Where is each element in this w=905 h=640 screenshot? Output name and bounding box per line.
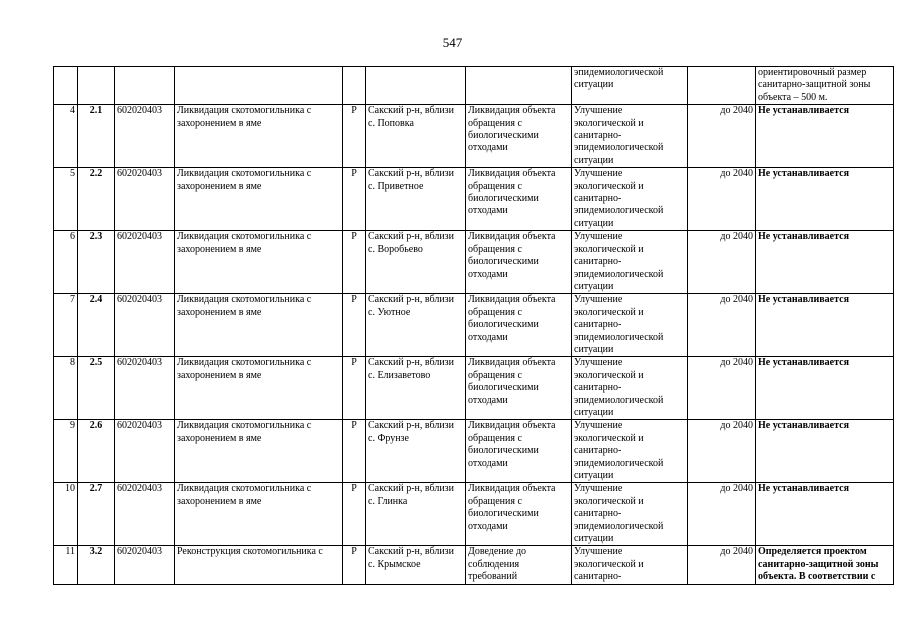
cell-significance: Р	[343, 357, 366, 420]
cell-goal: Улучшение экологической и санитарно-эпидемиологической ситуации	[572, 294, 688, 357]
cell-object-type: Ликвидация скотомогильника с захоронением в яме	[175, 483, 343, 546]
cell-purpose: Ликвидация объекта обращения с биологическими отходами	[466, 357, 572, 420]
cell-okpd-code: 602020403	[115, 231, 175, 294]
cell-zone: Не устанавливается	[756, 168, 894, 231]
cell-row-number: 5	[54, 168, 78, 231]
cell-object-type: Ликвидация скотомогильника с захоронением в яме	[175, 357, 343, 420]
table-row	[54, 231, 894, 294]
cell-object-type: Ликвидация скотомогильника с захоронением в яме	[175, 420, 343, 483]
table-row-continued	[54, 67, 894, 105]
cell-empty	[54, 67, 78, 105]
cell-goal: Улучшение экологической и санитарно-эпидемиологической ситуации	[572, 483, 688, 546]
cell-deadline: до 2040	[688, 483, 756, 546]
cell-zone: Не устанавливается	[756, 105, 894, 168]
table-row	[54, 420, 894, 483]
cell-empty	[175, 67, 343, 105]
cell-code: 2.3	[78, 231, 115, 294]
cell-purpose: Ликвидация объекта обращения с биологическими отходами	[466, 483, 572, 546]
cell-zone: Не устанавливается	[756, 357, 894, 420]
cell-empty	[115, 67, 175, 105]
cell-okpd-code: 602020403	[115, 420, 175, 483]
cell-significance: Р	[343, 546, 366, 584]
cell-okpd-code: 602020403	[115, 357, 175, 420]
cell-location: Сакский р-н, вблизи с. Поповка	[366, 105, 466, 168]
cell-purpose: Ликвидация объекта обращения с биологическими отходами	[466, 231, 572, 294]
table-row	[54, 546, 894, 584]
table-row	[54, 168, 894, 231]
cell-goal: Улучшение экологической и санитарно-эпидемиологической ситуации	[572, 357, 688, 420]
cell-purpose: Ликвидация объекта обращения с биологическими отходами	[466, 294, 572, 357]
cell-deadline: до 2040	[688, 231, 756, 294]
cell-location: Сакский р-н, вблизи с. Фрунзе	[366, 420, 466, 483]
cell-code: 2.5	[78, 357, 115, 420]
cell-code: 3.2	[78, 546, 115, 584]
cell-okpd-code: 602020403	[115, 483, 175, 546]
cell-zone: Не устанавливается	[756, 294, 894, 357]
cell-zone: Определяется проектом санитарно-защитной зоны объекта. В соответствии с	[756, 546, 894, 584]
cell-deadline: до 2040	[688, 420, 756, 483]
table-row	[54, 483, 894, 546]
cell-deadline: до 2040	[688, 357, 756, 420]
cell-location: Сакский р-н, вблизи с. Воробьево	[366, 231, 466, 294]
cell-code: 2.6	[78, 420, 115, 483]
cell-code: 2.4	[78, 294, 115, 357]
cell-significance: Р	[343, 420, 366, 483]
cell-deadline: до 2040	[688, 294, 756, 357]
cell-significance: Р	[343, 105, 366, 168]
table-row	[54, 105, 894, 168]
cell-goal: Улучшение экологической и санитарно-эпидемиологической ситуации	[572, 231, 688, 294]
cell-purpose: Ликвидация объекта обращения с биологическими отходами	[466, 105, 572, 168]
cell-row-number: 8	[54, 357, 78, 420]
cell-goal: Улучшение экологической и санитарно-эпидемиологической ситуации	[572, 420, 688, 483]
cell-location: Сакский р-н, вблизи с. Приветное	[366, 168, 466, 231]
cell-okpd-code: 602020403	[115, 294, 175, 357]
cell-object-type: Ликвидация скотомогильника с захоронением в яме	[175, 294, 343, 357]
cell-row-number: 6	[54, 231, 78, 294]
cell-purpose: Ликвидация объекта обращения с биологическими отходами	[466, 420, 572, 483]
cell-okpd-code: 602020403	[115, 168, 175, 231]
cell-zone: Не устанавливается	[756, 483, 894, 546]
cell-object-type: Ликвидация скотомогильника с захоронением в яме	[175, 105, 343, 168]
cell-okpd-code: 602020403	[115, 546, 175, 584]
cell-location: Сакский р-н, вблизи с. Крымское	[366, 546, 466, 584]
cell-object-type: Ликвидация скотомогильника с захоронением в яме	[175, 168, 343, 231]
cell-goal: Улучшение экологической и санитарно-эпидемиологической ситуации	[572, 168, 688, 231]
cell-okpd-code: 602020403	[115, 105, 175, 168]
cell-code: 2.2	[78, 168, 115, 231]
cell-deadline: до 2040	[688, 546, 756, 584]
cell-location: Сакский р-н, вблизи с. Елизаветово	[366, 357, 466, 420]
cell-significance: Р	[343, 231, 366, 294]
cell-code: 2.1	[78, 105, 115, 168]
objects-table	[53, 66, 894, 585]
cell-zone: Не устанавливается	[756, 231, 894, 294]
cell-empty	[366, 67, 466, 105]
cell-object-type: Ликвидация скотомогильника с захоронением в яме	[175, 231, 343, 294]
cell-purpose: Доведение до соблюдения требований	[466, 546, 572, 584]
cell-row-number: 11	[54, 546, 78, 584]
cell-goal: эпидемиологической ситуации	[572, 67, 688, 105]
cell-goal: Улучшение экологической и санитарно-	[572, 546, 688, 584]
cell-deadline: до 2040	[688, 168, 756, 231]
cell-row-number: 10	[54, 483, 78, 546]
cell-significance: Р	[343, 483, 366, 546]
table-row	[54, 294, 894, 357]
cell-significance: Р	[343, 294, 366, 357]
cell-row-number: 9	[54, 420, 78, 483]
page-number: 547	[442, 35, 463, 50]
cell-significance: Р	[343, 168, 366, 231]
cell-row-number: 4	[54, 105, 78, 168]
table-body	[54, 67, 894, 585]
cell-code: 2.7	[78, 483, 115, 546]
cell-empty	[343, 67, 366, 105]
cell-zone: Не устанавливается	[756, 420, 894, 483]
cell-empty	[466, 67, 572, 105]
cell-empty	[688, 67, 756, 105]
cell-location: Сакский р-н, вблизи с. Уютное	[366, 294, 466, 357]
cell-object-type: Реконструкция скотомогильника с	[175, 546, 343, 584]
table-row	[54, 357, 894, 420]
cell-deadline: до 2040	[688, 105, 756, 168]
cell-row-number: 7	[54, 294, 78, 357]
cell-zone: ориентировочный размер санитарно-защитной зоны объекта – 500 м.	[756, 67, 894, 105]
cell-purpose: Ликвидация объекта обращения с биологическими отходами	[466, 168, 572, 231]
cell-goal: Улучшение экологической и санитарно-эпидемиологической ситуации	[572, 105, 688, 168]
cell-location: Сакский р-н, вблизи с. Глинка	[366, 483, 466, 546]
cell-empty	[78, 67, 115, 105]
